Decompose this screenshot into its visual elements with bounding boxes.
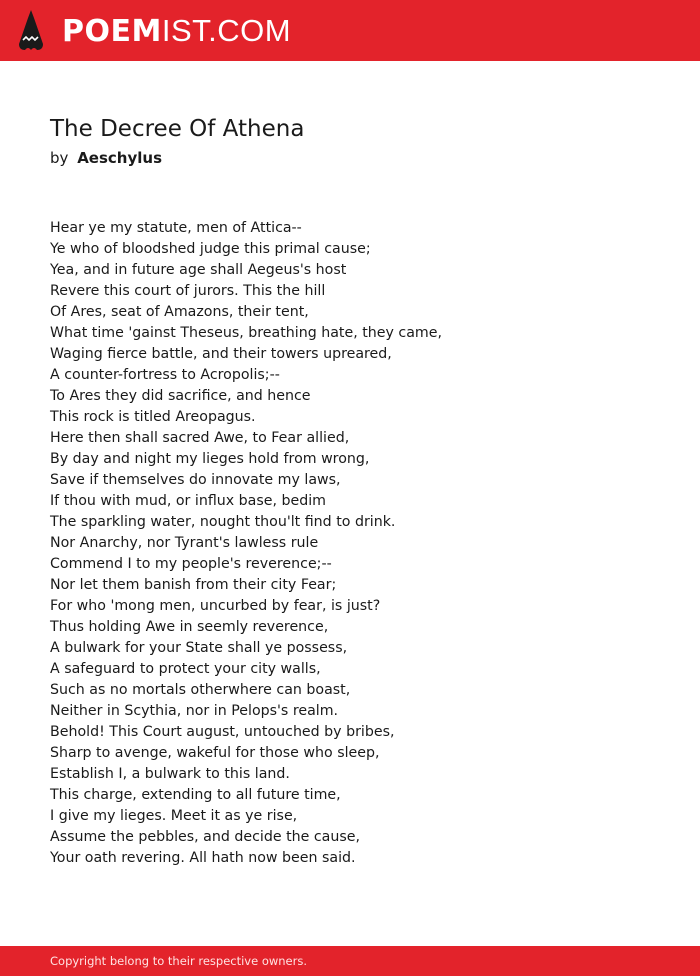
poem-line: If thou with mud, or influx base, bedim — [50, 493, 327, 509]
poem-line: Your oath revering. All hath now been said. — [50, 850, 356, 866]
poem-body — [50, 218, 650, 869]
poem-line: Assume the pebbles, and decide the cause, — [50, 829, 360, 845]
poem-line: Nor Anarchy, nor Tyrant's lawless rule — [50, 535, 319, 551]
poem-line: Such as no mortals otherwhere can boast, — [50, 682, 351, 698]
pencil-icon[interactable] — [18, 10, 44, 52]
poem-line: Hear ye my statute, men of Attica-- — [50, 220, 302, 236]
by-label: by — [50, 149, 69, 167]
poem-line: Waging fierce battle, and their towers upreared, — [50, 346, 392, 362]
poem-line: To Ares they did sacrifice, and hence — [50, 388, 311, 404]
poem-line: Here then shall sacred Awe, to Fear allied, — [50, 430, 350, 446]
poem-line: Nor let them banish from their city Fear; — [50, 577, 337, 593]
site-footer — [0, 946, 700, 976]
poem-line: This charge, extending to all future time, — [50, 787, 341, 803]
poem-line: Revere this court of jurors. This the hill — [50, 283, 326, 299]
poem-line: A bulwark for your State shall ye possess, — [50, 640, 348, 656]
poem-line: By day and night my lieges hold from wrong, — [50, 451, 370, 467]
byline — [50, 149, 162, 167]
poem-line: A safeguard to protect your city walls, — [50, 661, 321, 677]
copyright-notice: Copyright belong to their respective owners. — [50, 954, 308, 968]
poem-line: This rock is titled Areopagus. — [50, 409, 256, 425]
author-name[interactable]: Aeschylus — [77, 149, 162, 167]
poem-line: Save if themselves do innovate my laws, — [50, 472, 341, 488]
poem-line: Behold! This Court august, untouched by bribes, — [50, 724, 395, 740]
poem-line: A counter-fortress to Acropolis;-- — [50, 367, 280, 383]
poem-line: Commend I to my people's reverence;-- — [50, 556, 332, 572]
poem-title: The Decree Of Athena — [50, 116, 305, 142]
poem-line: Sharp to avenge, wakeful for those who sleep, — [50, 745, 380, 761]
poem-line: Of Ares, seat of Amazons, their tent, — [50, 304, 309, 320]
poem-line: Yea, and in future age shall Aegeus's host — [50, 262, 347, 278]
poem-line: Establish I, a bulwark to this land. — [50, 766, 290, 782]
logo-bold-text: POEM — [62, 14, 162, 49]
poem-line: I give my lieges. Meet it as ye rise, — [50, 808, 298, 824]
site-header — [0, 0, 700, 61]
poem-line: Thus holding Awe in seemly reverence, — [50, 619, 329, 635]
poem-line: What time 'gainst Theseus, breathing hate, they came, — [50, 325, 442, 341]
poem-line: The sparkling water, nought thou'lt find to drink. — [50, 514, 396, 530]
site-logo[interactable] — [62, 13, 291, 49]
poem-line: Ye who of bloodshed judge this primal cause; — [50, 241, 371, 257]
poem-line: For who 'mong men, uncurbed by fear, is just? — [50, 598, 381, 614]
logo-light-text: IST.COM — [161, 13, 292, 48]
poem-line: Neither in Scythia, nor in Pelops's realm. — [50, 703, 339, 719]
